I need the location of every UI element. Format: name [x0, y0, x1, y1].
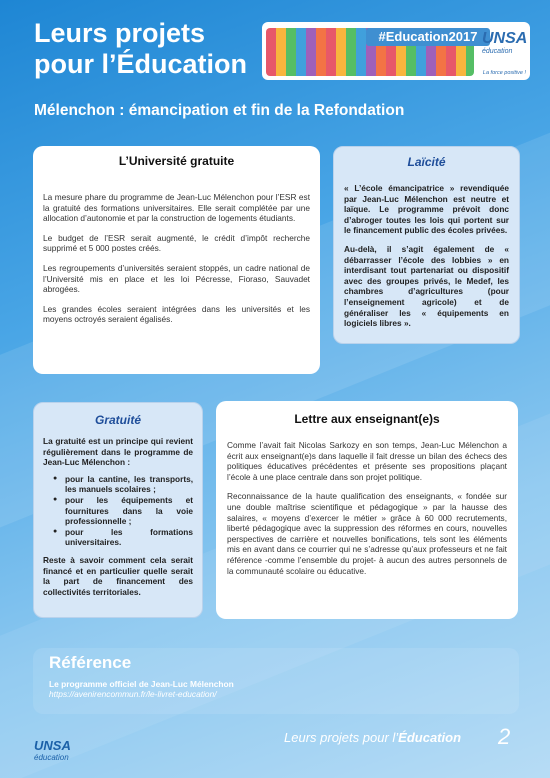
footer-title-emph: Éducation [398, 730, 462, 745]
footer-unsa-logo [34, 738, 84, 768]
unsa-logo [482, 30, 528, 66]
title-line-1: Leurs projets [34, 18, 206, 48]
gratuite-intro: La gratuité est un principe qui revient régulièrement dans le programme de Jean-Luc Mélenchon : [43, 436, 193, 468]
page-title [34, 18, 247, 80]
laicite-paragraph: Au-delà, il s’agit également de « débarrasser l’école des lobbies » en interdisant tout partenariat ou dispositif avec des groupes privés, le Medef, les chambres d’agricultures (pour l’enseignement agricole) et de généraliser les « équipements en logiciels libres ». [344, 243, 509, 329]
universite-card [33, 146, 320, 374]
logo-subtext: éducation [482, 48, 513, 55]
logo-text: UNSA [482, 30, 528, 47]
reference-link[interactable]: https://avenirencommun.fr/le-livret-education/ [49, 689, 217, 699]
footer-logo-text: UNSA [34, 738, 71, 753]
universite-paragraph: La mesure phare du programme de Jean-Luc Mélenchon pour l’ESR est la gratuité des formations universitaires. Elle serait complétée par une allocation d’autonomie et par la construction de logements étudiants. [43, 192, 310, 224]
gratuite-outro: Reste à savoir comment cela serait financé et en particulier quelle serait la part de financement des collectivités territoriales. [43, 554, 193, 597]
lettre-paragraph: Comme l’avait fait Nicolas Sarkozy en son temps, Jean-Luc Mélenchon a écrit aux enseignant(e)s dans laquelle il fait dresse un bilan des échecs des politiques éducatives précédentes et présente ses propositions plaçant l’école à une place centrale dans son projet politique. [227, 440, 507, 482]
gratuite-card [33, 402, 203, 618]
lettre-title: Lettre aux enseignant(e)s [294, 412, 440, 426]
title-line-2: pour l’Éducation [34, 49, 247, 79]
laicite-paragraph: « L’école émancipatrice » revendiquée par Jean-Luc Mélenchon est neutre et laïque. Le programme prévoit donc d’abroger toutes les lois qui portent sur le financement public des écoles privées. [344, 183, 509, 236]
laicite-card [333, 146, 520, 344]
page-subtitle: Mélenchon : émancipation et fin de la Refondation [34, 102, 405, 119]
footer-title-prefix: Leurs projets pour l’ [284, 730, 399, 745]
lettre-paragraph: Reconnaissance de la haute qualification des enseignants, « fondée sur une double maîtrise scientifique et pédagogique » par la hausse des salaires, « moyens d’exercer le métier » grâce à 60 000 recrutements, liberté pédagogique avec la suppression des réformes en cours, nouvelles perspectives de carrière et nouvelles bonifications, tels sont les éléments mis en avant dans ce courrier qui ne s’adresse qu’aux professeurs et ne fait référence -comme l’ensemble du projet- à aucun des autres personnels de la communauté scolaire ou éducative. [227, 491, 507, 576]
logo-tagline: La force positive ! [482, 70, 526, 76]
reference-title: Référence [49, 653, 132, 672]
education2017-banner [262, 22, 530, 80]
hashtag-label: #Education2017 [366, 28, 490, 46]
universite-paragraph: Le budget de l’ESR serait augmenté, le crédit d’impôt recherche supprimé et 5 000 postes créés. [43, 232, 310, 254]
list-item: ● pour les formations universitaires. [53, 527, 193, 548]
page-number: 2 [498, 724, 511, 749]
reference-text: Le programme officiel de Jean-Luc Mélenchon [49, 679, 234, 689]
gratuite-list [53, 474, 193, 548]
laicite-title: Laïcité [407, 155, 446, 169]
universite-title: L’Université gratuite [118, 154, 235, 168]
reference-section [33, 648, 519, 714]
universite-paragraph: Les grandes écoles seraient intégrées dans les universités et les moyens octroyés seraient égalisés. [43, 303, 310, 325]
gratuite-title: Gratuité [94, 413, 141, 427]
universite-paragraph: Les regroupements d’universités seraient stoppés, un cadre national de l’Université mis en place et les loi Pécresse, Fioraso, Sauvadet abrogées. [43, 262, 310, 295]
list-item: ● pour les équipements et fournitures dans la voie professionnelle ; [53, 495, 193, 527]
footer-logo-subtext: éducation [34, 753, 69, 762]
lettre-card [216, 401, 518, 619]
footer-title [284, 730, 461, 745]
list-item: ● pour la cantine, les transports, les manuels scolaires ; [53, 474, 193, 495]
